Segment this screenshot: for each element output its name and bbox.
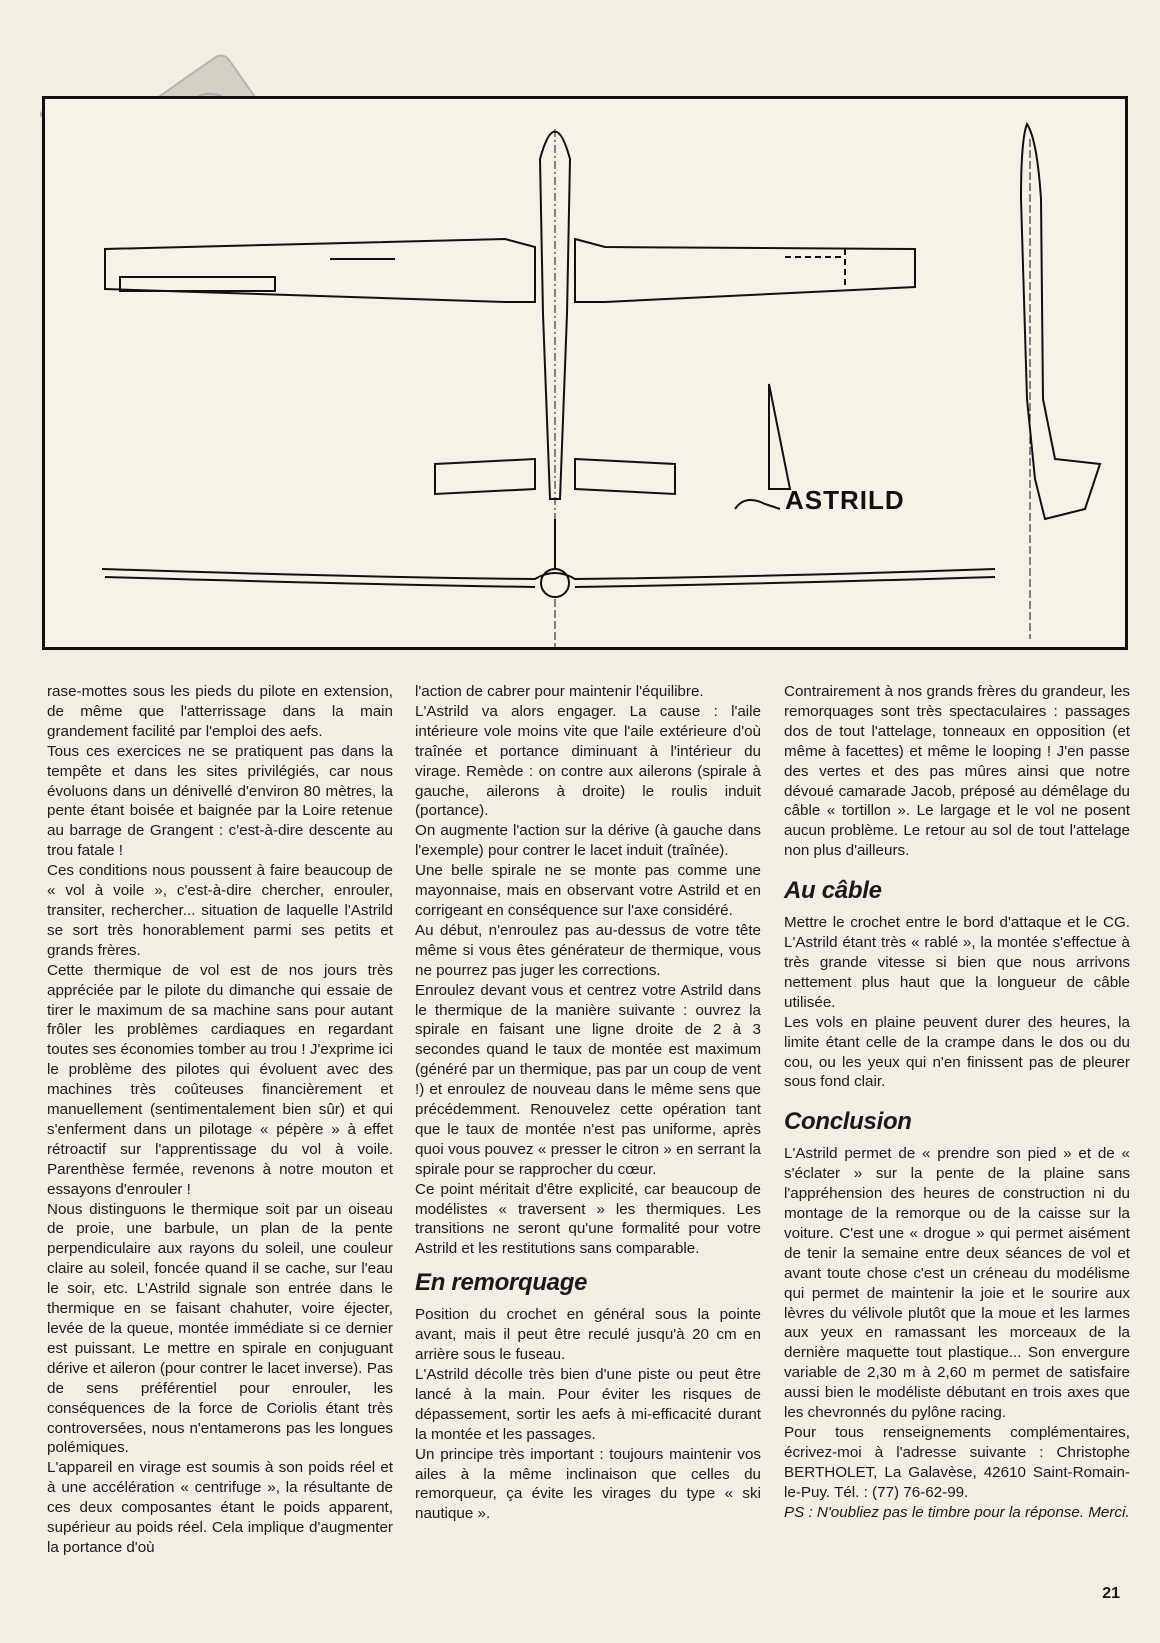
paragraph: Tous ces exercices ne se pratiquent pas dans la tempête et dans les sites privilégiés, car nous évoluons dans un dénivellé d'environ 80 mètres, la pente étant boisée et baignée par la Loire retenue au barrage de Grangent : c'est-à-dire descente au trou fatale !: [47, 742, 393, 860]
left-wing: [105, 239, 535, 302]
paragraph: Les vols en plaine peuvent durer des heures, la limite étant celle de la crampe dans le dos ou du cou, ou les yeux qui n'en finissent pas de pleurer sous fond clair.: [784, 1013, 1130, 1091]
paragraph: Nous distinguons le thermique soit par un oiseau de proie, une barbule, un plan de la pente perpendiculaire aux rayons du soleil, une couleur claire au soleil, foncée quand il se cache, sur l'eau le soir, etc. L'Astrild signale son entrée dans le thermique en se faisant chahuter, voire éjecter, levée de la queue, montée immédiate si ce dernier est puissant. Le mettre en spirale en conjuguant dérive et aileron (pour contrer le lacet inverse). Pas de sens préférentiel pour enrouler, les conséquences de la force de Coriolis étant très controversées, nous n'entamerons pas les longues polémiques.: [47, 1200, 393, 1457]
paragraph: rase-mottes sous les pieds du pilote en extension, de même que l'atterrissage dans la main grandement facilité par l'emploi des aefs.: [47, 683, 393, 740]
paragraph: L'Astrild permet de « prendre son pied » et de « s'éclater » sur la pente de la plaine sans l'appréhension des heures de construction ni du montage de la remorque ou de la caisse sur la voiture. C'est une « drogue » qui permet aisément de tenir la semaine entre deux séances de vol et avant toute chose c'est un créneau du modélisme qui permet de maintenir la joie et le sourire aux lèvres du vélivole plutôt que la moue et les larmes aux yeux en ramassant les morceaux de la dernière maquette tout plastique... Son envergure variable de 2,30 m à 2,60 m permet de satisfaire aussi bien le modéliste débutant en trois axes que les chevronnés du pylône racing.: [784, 1145, 1130, 1422]
astrild-logo-bird-icon: [735, 500, 780, 509]
glider-drawing: [42, 96, 1128, 650]
fuselage-side: [1021, 124, 1100, 519]
right-wing: [575, 239, 915, 302]
paragraph: Contrairement à nos grands frères du grandeur, les remorquages sont très spectaculaires : passages dos de tout l'attelage, tonneaux en opposition (et même à facettes) et même le looping ! J'en passe des vertes et des pas mûres ainsi que notre dévoué camarade Jacob, préposé au démêlage du câble « tortillon ». Le largage et le vol ne posent aucun problème. Le retour au sol de tout l'attelage non plus d'ailleurs.: [784, 683, 1130, 860]
fuselage-top: [540, 132, 570, 500]
column-1: [47, 682, 393, 1558]
paragraph: On augmente l'action sur la dérive (à gauche dans l'exemple) pour contrer le lacet induit (traînée).: [415, 822, 761, 860]
paragraph: Cette thermique de vol est de nos jours très appréciée par le pilote du dimanche qui essaie de tirer le maximum de sa machine sans pour autant frôler les problèmes cardiaques en regardant toutes ses économies tomber au trou ! J'exprime ici le problème des pilotes qui évoluent avec des machines très coûteuses financièrement et manuellement (sentimentalement bien sûr) et qui s'enferment dans un pilotage « pépère » à effet rétroactif sur l'apprentissage du vol à voile. Parenthèse fermée, revenons à notre mouton et essayons d'enrouler !: [47, 961, 393, 1198]
paragraph: Mettre le crochet entre le bord d'attaque et le CG. L'Astrild étant très « rablé », la montée s'effectue à très grande vitesse si bien que nous arrivons nettement plus haut que la longueur de câble utilisée.: [784, 914, 1130, 1011]
paragraph: Un principe très important : toujours maintenir vos ailes à la même inclinaison que celles du remorqueur, ça évite les virages du type « ski nautique ».: [415, 1445, 761, 1523]
postscript: PS : N'oubliez pas le timbre pour la réponse. Merci.: [784, 1503, 1130, 1521]
section-heading-conclusion: Conclusion: [784, 1108, 912, 1136]
section-heading-remorquage: En remorquage: [415, 1269, 588, 1297]
paragraph: Position du crochet en général sous la pointe avant, mais il peut être reculé jusqu'à 20 cm en arrière sous le fuseau.: [415, 1306, 761, 1364]
article-body: [47, 682, 1130, 1582]
column-3: [784, 682, 1130, 1523]
astrild-logo-fin: [769, 384, 790, 489]
astrild-logo-text: ASTRILD: [785, 485, 905, 515]
paragraph: Une belle spirale ne se monte pas comme une mayonnaise, mais en observant votre Astrild et en corrigeant en conséquence sur l'axe considéré.: [415, 862, 761, 919]
column-2: [415, 682, 761, 1524]
paragraph: Au début, n'enroulez pas au-dessus de votre tête même si vous êtes générateur de thermique, vous ne pourrez pas juger les corrections.: [415, 921, 761, 979]
page-number: 21: [1102, 1585, 1120, 1602]
paragraph: Ces conditions nous poussent à faire beaucoup de « vol à voile », c'est-à-dire chercher, enrouler, transiter, rechercher... situation de laquelle l'Astrild se sort très honorablement parmi ses petits et grands frères.: [47, 862, 393, 959]
paragraph: L'Astrild va alors engager. La cause : l'aile intérieure vole moins vite que l'aile extérieure d'où traînée et portance diminuant à l'intérieur du virage. Remède : on contre aux ailerons (spirale à gauche, ailerons à droite) le roulis induit (portance).: [415, 702, 761, 820]
stabilizer-right: [575, 459, 675, 494]
paragraph: l'action de cabrer pour maintenir l'équilibre.: [415, 683, 704, 700]
paragraph: Enroulez devant vous et centrez votre Astrild dans le thermique de la manière suivante : ouvrez la spirale en faisant une ligne droite de 2 à 3 secondes quand le taux de montée est maximum (généré par un thermique, pas par un coup de vent !) et enroulez de nouveau dans le même sens que précédemment. Renouvelez cette opération tant que le taux de montée n'est pas uniforme, après quoi vous pouvez « presser le citron » en serrant la spirale pour se rapprocher du cœur.: [415, 981, 761, 1178]
stabilizer-left: [435, 459, 535, 494]
paragraph: Ce point méritait d'être explicité, car beaucoup de modélistes « traversent » les thermiques. Les transitions ne seront qu'une formalité pour votre Astrild et les restitutions sans comparable.: [415, 1180, 761, 1258]
section-heading-cable: Au câble: [784, 877, 882, 905]
paragraph: Pour tous renseignements complémentaires, écrivez-moi à l'adresse suivante : Christophe BERTHOLET, La Galavèse, 42610 Saint-Romain-le-Puy. Tél. : (77) 76-62-99.: [784, 1424, 1130, 1501]
aileron-left: [120, 277, 275, 291]
paragraph: L'Astrild décolle très bien d'une piste ou peut être lancé à la main. Pour éviter les risques de dépassement, sortir les aefs à mi-efficacité durant la montée et les passages.: [415, 1366, 761, 1443]
paragraph: L'appareil en virage est soumis à son poids réel et à une accélération « centrifuge », la résultante de ces deux composantes étant le poids apparent, supérieur au poids réel. Cela implique d'augmenter la portance d'où: [47, 1459, 393, 1556]
